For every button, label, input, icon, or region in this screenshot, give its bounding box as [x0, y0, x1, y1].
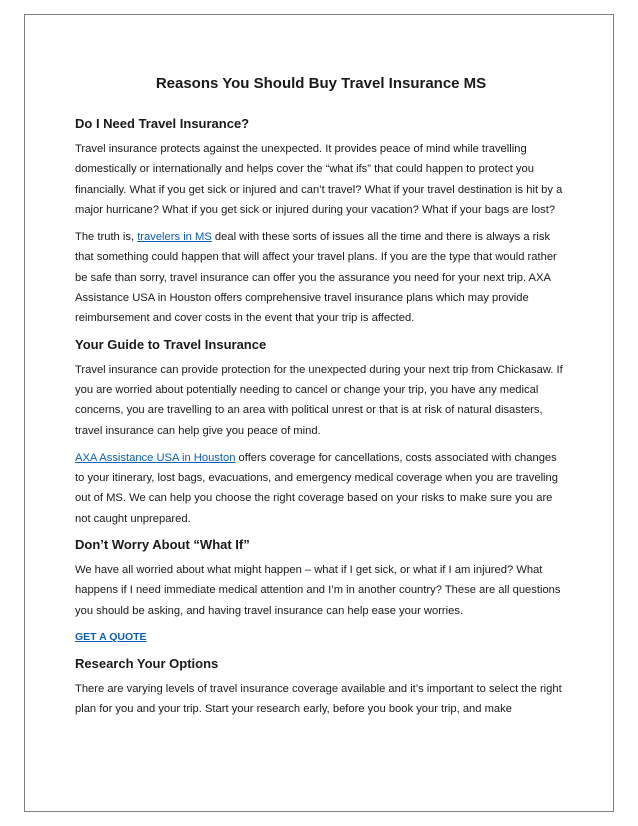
get-a-quote-link[interactable]: GET A QUOTE: [75, 630, 147, 643]
paragraph-guide-2: [75, 448, 567, 529]
paragraph-need-2-lead: The truth is,: [75, 231, 138, 244]
paragraph-need-2-rest: deal with these sorts of issues all the time and there is always a risk that something could happen that will affect your travel plans. If you are the type that would rather be safe than sorry, travel insurance can offer you the assurance you need for your next trip. AXA Assistance USA in Houston offers comprehensive travel insurance plans which may provide reimbursement and cover costs in the event that your trip is affected.: [75, 231, 557, 325]
document-body: [75, 74, 567, 727]
heading-need-insurance: Do I Need Travel Insurance?: [75, 116, 250, 131]
paragraph-guide-2-rest: offers coverage for cancellations, costs associated with changes to your itinerary, lost bags, evacuations, and emergency medical coverage when you are traveling out of MS. We can help you choose the right coverage based on your risks to make sure you are not caught unprepared.: [75, 451, 558, 525]
axa-houston-link[interactable]: AXA Assistance USA in Houston: [75, 451, 236, 464]
heading-guide: Your Guide to Travel Insurance: [75, 336, 267, 352]
heading-research: Research Your Options: [75, 655, 219, 671]
travelers-in-ms-link[interactable]: travelers in MS: [137, 231, 212, 244]
paragraph-research-1: There are varying levels of travel insurance coverage available and it’s important to select the right plan for you and your trip. Start your research early, before you book your trip, and make: [75, 682, 562, 716]
paragraph-what-if-1: We have all worried about what might happen – what if I get sick, or what if I am injured? What happens if I need immediate medical attention and I’m in another country? These are all questions you should be asking, and having travel insurance can help ease your worries.: [75, 564, 561, 617]
paragraph-need-1: Travel insurance protects against the unexpected. It provides peace of mind while travelling domestically or internationally and helps cover the “what ifs” that could happen to protect you financially. What if you get sick or injured and can’t travel? What if your travel destination is hit by a major hurricane? What if you get sick or injured during your vacation? What if your bags are lost?: [75, 143, 563, 216]
paragraph-guide-1: Travel insurance can provide protection for the unexpected during your next trip from Chickasaw. If you are worried about potentially needing to cancel or change your trip, you have any medical concerns, you are travelling to an area with political unrest or that is at risk of natural disasters, travel insurance can help give you peace of mind.: [75, 363, 563, 437]
document-title: Reasons You Should Buy Travel Insurance MS: [155, 75, 487, 92]
heading-what-if: Don’t Worry About “What If”: [75, 537, 250, 553]
paragraph-need-2: [75, 227, 567, 328]
